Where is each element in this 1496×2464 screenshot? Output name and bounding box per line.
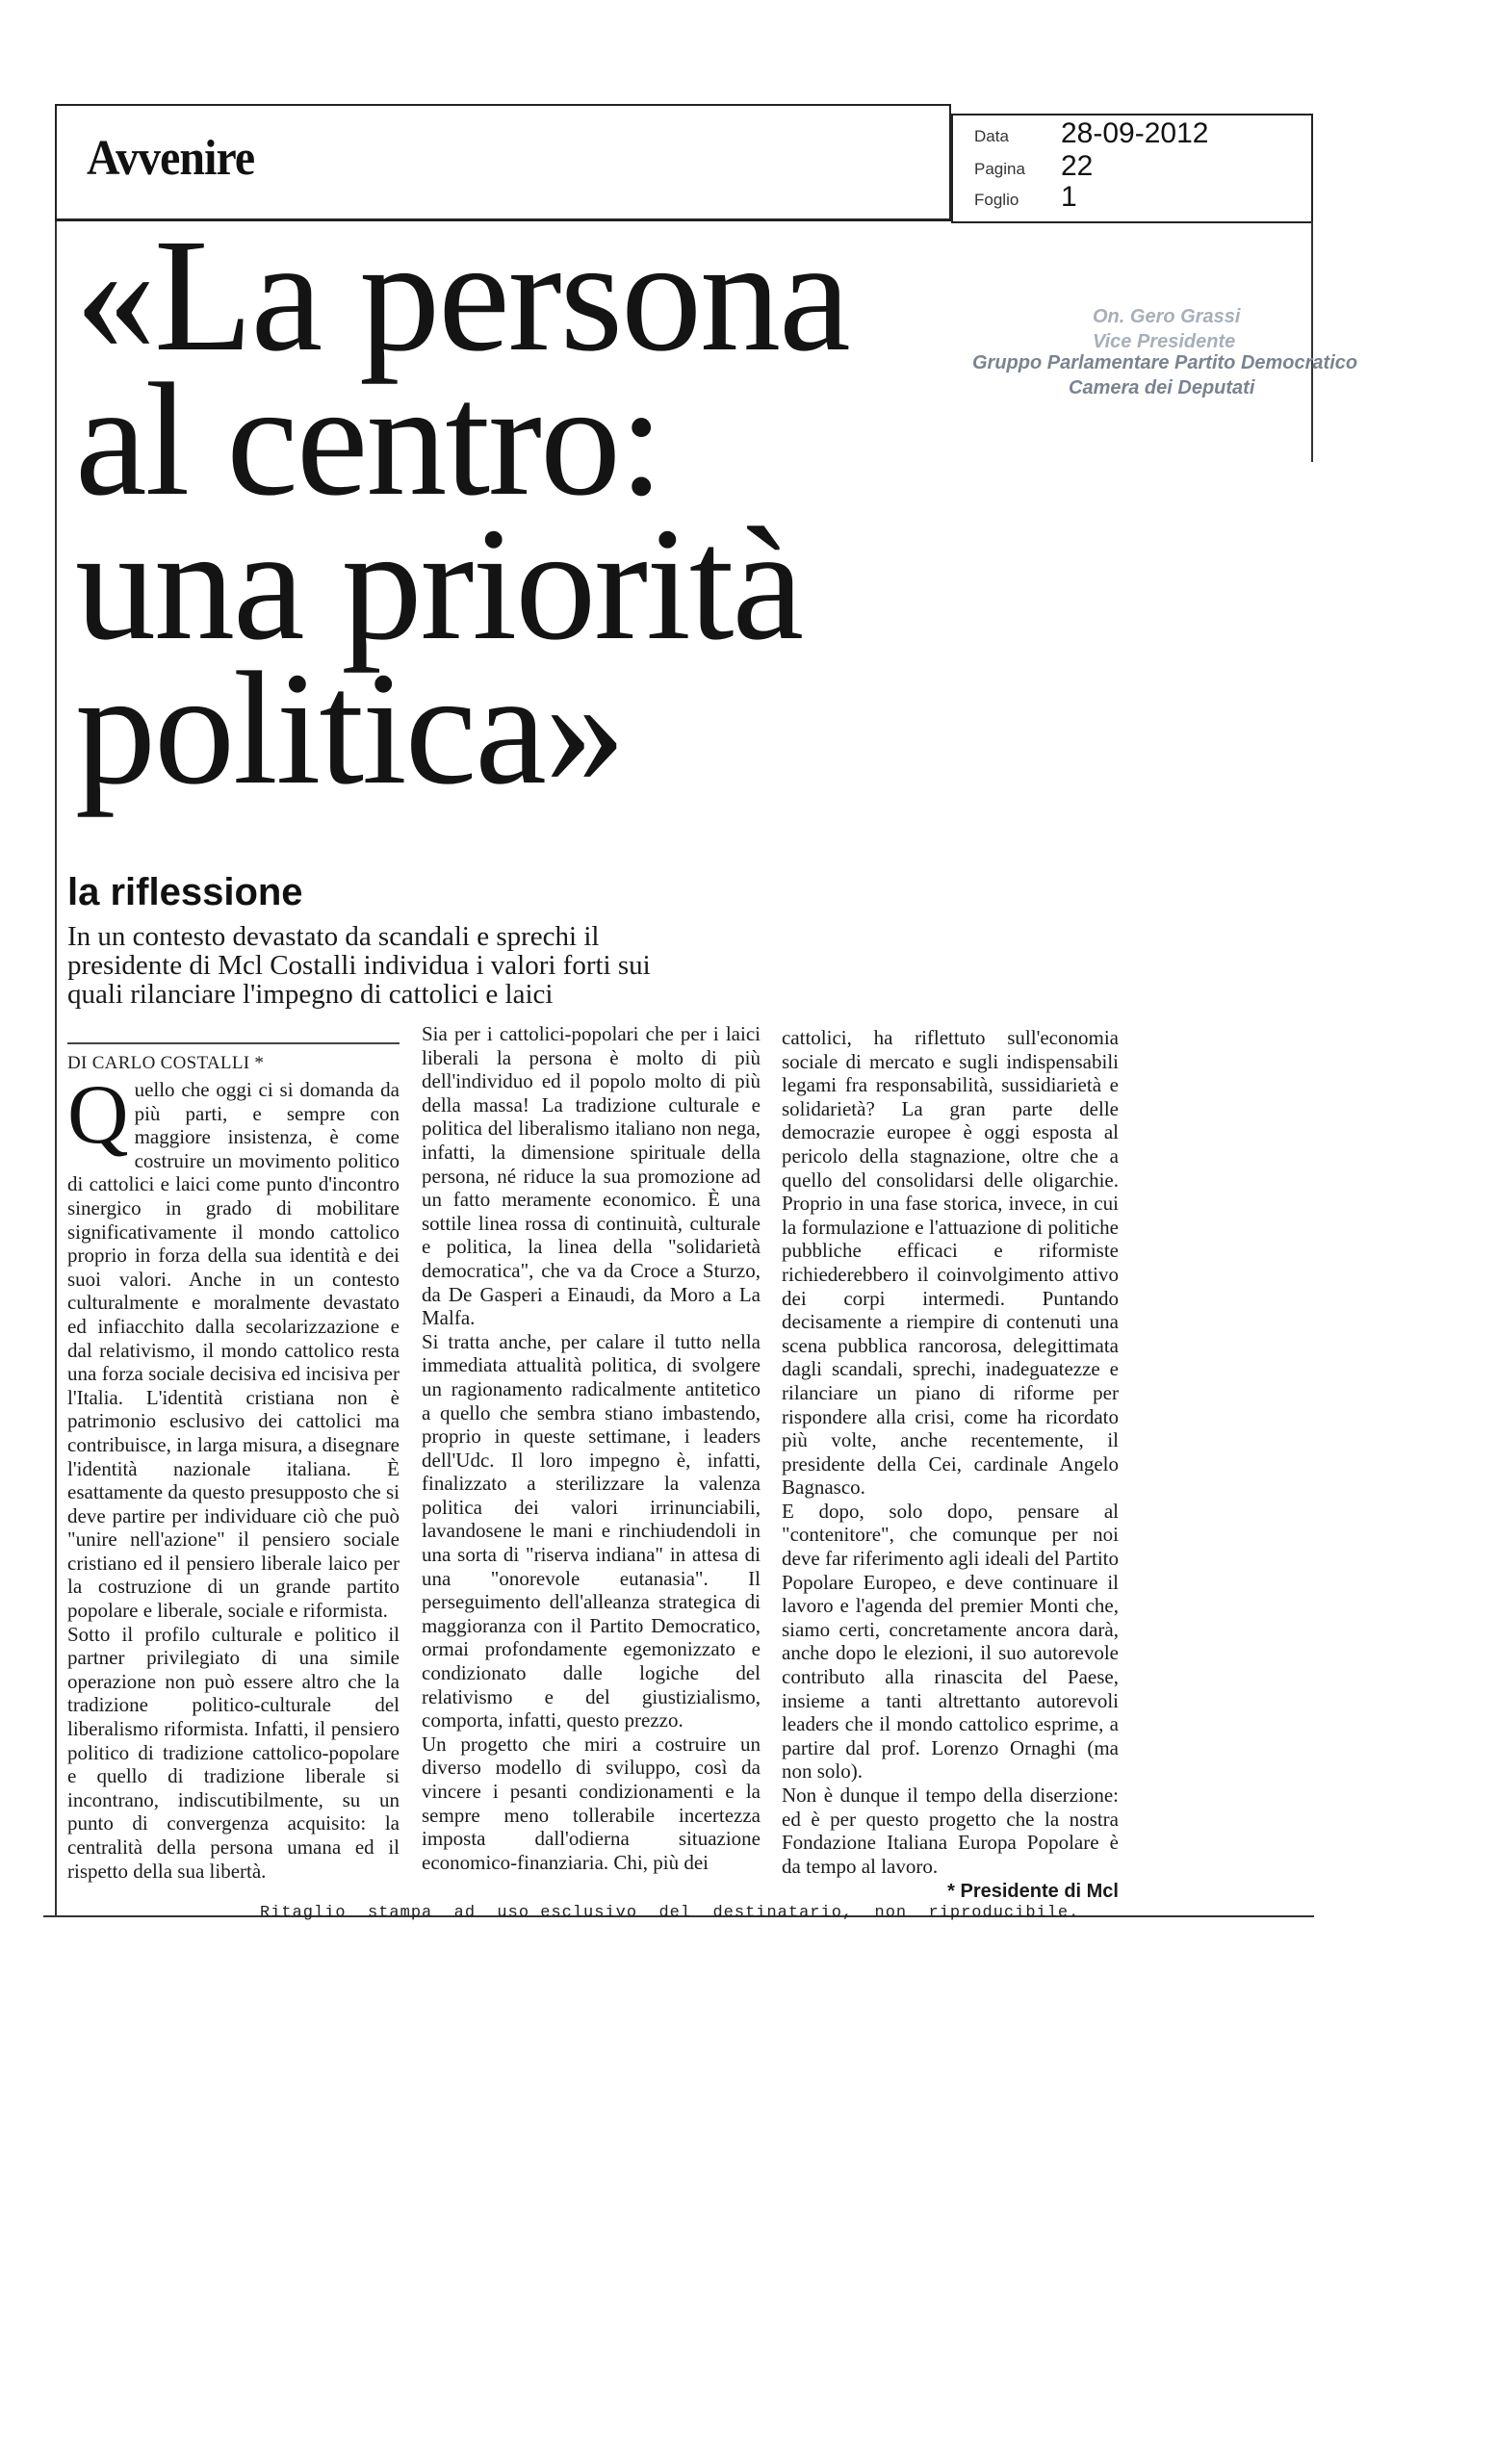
paragraph: cattolici, ha riflettuto sull'economia sociale di mercato e sugli indispensabili legami fra responsabilità, sussidiarietà e solidarietà? La gran parte delle democrazie europee è oggi esposta al pericolo della stagnazione, oltre che a quello del consolidarsi delle oligarchie. Proprio in una fase storica, invece, in cui la formulazione e l'attuazione di politiche pubbliche efficaci e riformiste richiederebbero il coinvolgimento attivo dei corpi intermedi. Puntando decisamente a riempire di contenuti una scena pubblica rancorosa, delegittimata dagli scandali, sprechi, inadeguatezze e rilanciare un piano di riforme per rispondere alla crisi, come ha ricordato più volte, anche recentemente, il presidente della Cei, cardinale Angelo Bagnasco. <box>782 1026 1119 1500</box>
paragraph: Si tratta anche, per calare il tutto nella immediata attualità politica, di svolgere un ragionamento radicalmente antitetico a quello che sembra stiano imbastendo, proprio in queste settimane, i leaders dell'Udc. Il loro impegno è, infatti, finalizzato a sterilizzare la valenza politica dei valori irrinunciabili, lavandosene le mani e rinchiudendoli in una sorta di "riserva indiana" in attesa di una "onorevole eutanasia". Il perseguimento dell'alleanza strategica di maggioranza con il Partito Democratico, ormai profondamente egemonizzato e condizionato dalle logiche del relativismo e del giustizialismo, comporta, infatti, questo prezzo. <box>422 1329 761 1732</box>
meta-box <box>951 114 1313 223</box>
byline: DI CARLO COSTALLI * <box>67 1053 265 1073</box>
headline-line: «La persona <box>75 206 849 385</box>
subtitle: In un contesto devastato da scandali e sprechi il presidente di Mcl Costalli individua i valori forti sui quali rilanciare l'impegno di cattolici e laici <box>67 921 651 1010</box>
page-value: 22 <box>1061 150 1094 182</box>
date-label: Data <box>974 127 1009 145</box>
stamp-name: On. Gero Grassi <box>1093 306 1241 327</box>
sheet-label: Foglio <box>974 191 1019 209</box>
paragraph: E dopo, solo dopo, pensare al "contenitore", che comunque per noi deve far riferimento agli ideali del Partito Popolare Europeo, e deve continuare il lavoro e l'agenda del premier Monti che, siamo certi, concretamente ancora darà, anche dopo le elezioni, il suo autorevole contributo alla rinascita del Paese, insieme a tanti altrettanto autorevoli leaders che il mondo cattolico esprime, a partire dal prof. Lorenzo Ornaghi (ma non solo). <box>782 1499 1119 1784</box>
stamp-role: Vice Presidente <box>1093 331 1236 352</box>
paragraph: Un progetto che miri a costruire un diverso modello di sviluppo, così da vincere i pesanti condizionamenti e la sempre meno tollerabile incertezza imposta dall'odierna situazione economico-finanziaria. Chi, più dei <box>422 1732 761 1874</box>
sheet-value: 1 <box>1061 181 1077 213</box>
paragraph-text: uello che oggi ci si domanda da più parti, e sempre con maggiore insistenza, è come costruire un movimento politico di cattolici e laici come punto d'incontro sinergico in grado di mobilitare significativamente il mondo cattolico proprio in forza della sua identità e dei suoi valori. Anche in un contesto culturalmente e moralmente devastato ed infiacchito dalla secolarizzazione e dal relativismo, il mondo cattolico resta una forza sociale decisiva ed incisiva per l'Italia. L'identità cristiana non è patrimonio esclusivo dei cattolici ma contribuisce, in larga misura, a disegnare l'identità nazionale italiana. È esattamente da questo presupposto che si deve partire per individuare ciò che può "unire nell'azione" il pensiero sociale cristiano ed il pensiero liberale laico per la costruzione di un grande partito popolare e liberale, sociale e riformista. <box>67 1078 400 1623</box>
headline <box>75 206 941 818</box>
headline-line: una priorità <box>75 495 803 674</box>
paragraph: Sotto il profilo culturale e politico il partner privilegiato di una simile operazione non può essere altro che la tradizione politico-culturale del liberalismo riformista. Infatti, il pensiero politico di tradizione cattolico-popolare e quello di tradizione liberale si incontrano, indiscutibilmente, su un punto di convergenza acquisito: la centralità della persona umana ed il rispetto della sua libertà. <box>67 1622 400 1883</box>
footer-note: Ritaglio stampa ad uso esclusivo del destinatario, non riproducibile. <box>260 1904 1080 1922</box>
section-label: la riflessione <box>67 871 303 913</box>
right-border-line <box>1311 221 1313 462</box>
paragraph <box>67 1068 400 1623</box>
date-value: 28-09-2012 <box>1061 117 1209 149</box>
stamp-chamber: Camera dei Deputati <box>1069 377 1255 398</box>
left-border-line <box>55 221 57 1915</box>
headline-line: al centro: <box>75 350 662 529</box>
author-signature: * Presidente di Mcl <box>947 1881 1119 1903</box>
paragraph: Non è dunque il tempo della diserzione: ed è per questo progetto che la nostra Fondazione Italiana Europa Popolare è da tempo al lavoro. <box>782 1784 1119 1878</box>
masthead-logo: Avvenire <box>87 131 255 186</box>
page-label: Pagina <box>974 160 1025 178</box>
paragraph: Sia per i cattolici-popolari che per i laici liberali la persona è molto di più dell'individuo ed il popolo molto di più della massa! La tradizione culturale e politica del liberalismo italiano non nega, infatti, la dimensione spirituale della persona, né riduce la sua promozione ad un fatto meramente economico. È una sottile linea rossa di continuità, culturale e politica, la linea della "solidarietà democratica", che va da Croce a Sturzo, da De Gasperi a Einaudi, da Moro a La Malfa. <box>422 1022 761 1330</box>
byline-rule <box>67 1042 400 1044</box>
headline-line: politica» <box>75 639 624 818</box>
article-column-2 <box>422 1022 761 1874</box>
article-column-3 <box>782 1026 1119 1904</box>
stamp-group: Gruppo Parlamentare Partito Democratico <box>972 352 1358 373</box>
drop-cap: Q <box>67 1068 129 1162</box>
article-column-1 <box>67 1068 400 1883</box>
